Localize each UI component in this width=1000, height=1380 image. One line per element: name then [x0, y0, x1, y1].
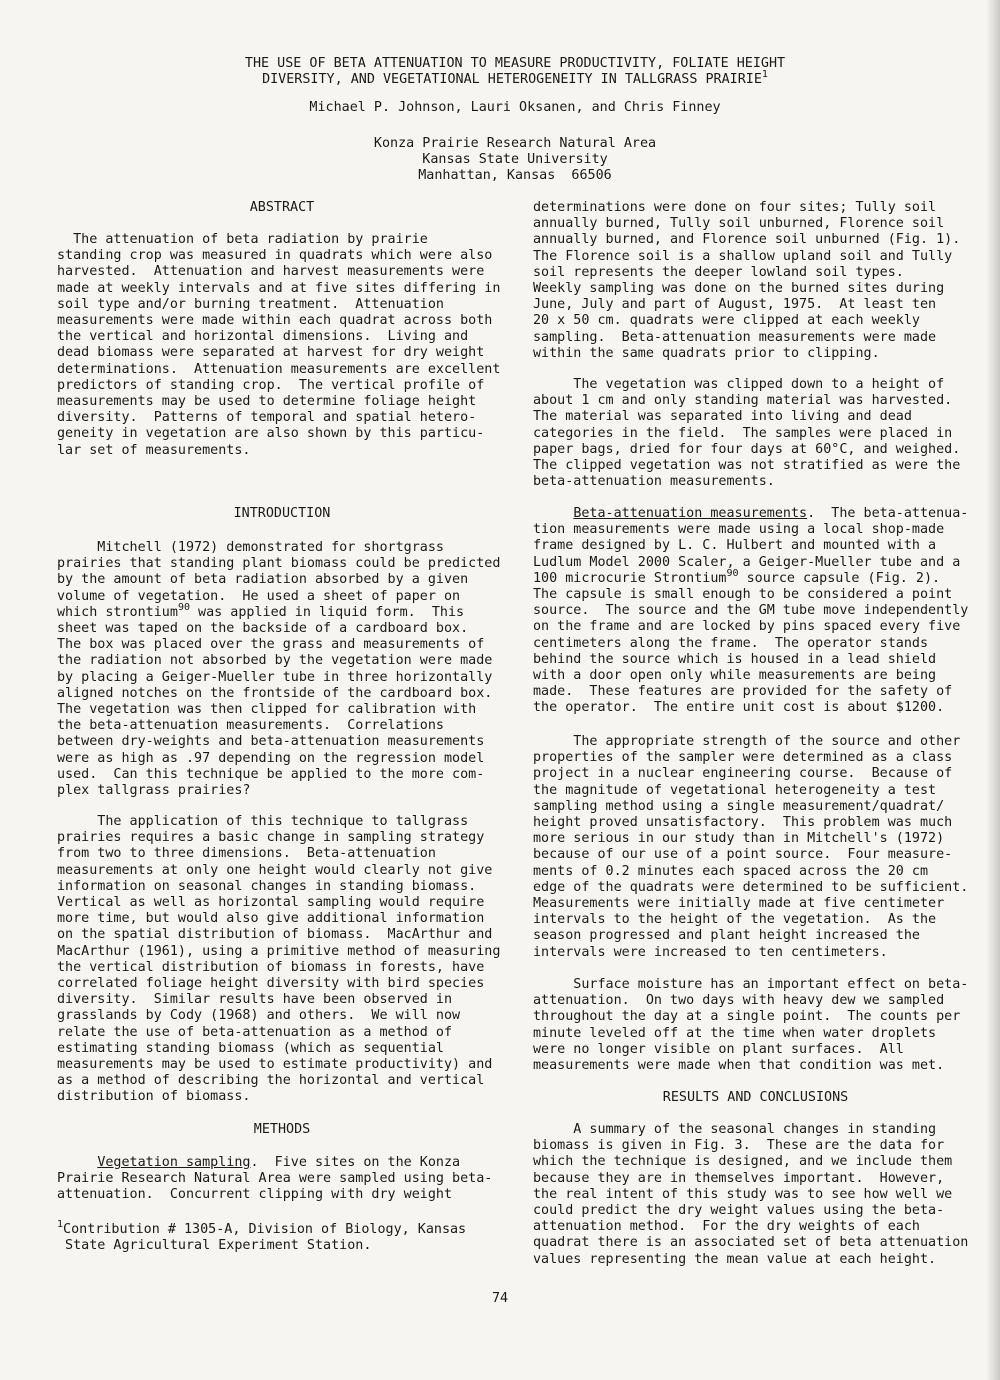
- beta-attenuation-label: Beta-attenuation measurements: [573, 506, 808, 521]
- abstract-heading: ABSTRACT: [249, 200, 315, 215]
- footnote: [57, 1219, 467, 1254]
- title-line-2: DIVERSITY, AND VEGETATIONAL HETEROGENEITY IN TALLGRASS PRAIRIE: [262, 72, 762, 88]
- introduction-heading: INTRODUCTION: [233, 506, 331, 521]
- title-footnote-mark: 1: [761, 69, 768, 81]
- vegetation-sampling-label: Vegetation sampling: [97, 1155, 251, 1170]
- beta-attenuation-paragraph: Beta-attenuation measurements. The beta-attenua- tion measurements were made using a local shop-made frame designed by L. C. Hulbert and mounted with a Ludlum Model 2000 Scaler, a Geiger-Mueller tube and a 100 microcurie Strontium$^{90}$ source capsule (Fig. 2). The capsule is small enough to be considered a point source. The source and the GM tube move independently on the frame and are locked by pins spaced every five centimeters along the frame. The operator stands behind the source which is housed in a lead shield with a door open only while measurements are being made. These features are provided for the safety of the operator. The entire unit cost is about $1200.: [533, 506, 969, 716]
- affiliation: [0, 136, 1000, 185]
- footnote-mark: 1: [57, 1219, 64, 1230]
- vegetation-sampling-paragraph: Vegetation sampling. Five sites on the Konza Prairie Research Natural Area were sampled using beta- attenuation. Concurrent clipping with dry weight: [57, 1155, 493, 1203]
- footnote-text: Contribution # 1305-A, Division of Biology, Kansas State Agricultural Experiment Station.: [63, 1222, 467, 1254]
- affiliation-line-3: Manhattan, Kansas 66506: [418, 168, 612, 184]
- results-heading: RESULTS AND CONCLUSIONS: [662, 1090, 849, 1105]
- methods-heading: METHODS: [253, 1122, 311, 1137]
- affiliation-line-1: Konza Prairie Research Natural Area: [373, 136, 657, 151]
- page-number: 74: [491, 1291, 509, 1306]
- title-line-1: THE USE OF BETA ATTENUATION TO MEASURE PRODUCTIVITY, FOLIATE HEIGHT: [244, 56, 786, 71]
- introduction-paragraph-1: Mitchell (1972) demonstrated for shortgrass prairies that standing plant biomass could be predicted by the amount of beta radiation absorbed by a given volume of vegetation. He used a sheet of paper on which strontium$^{90}$ was applied in liquid form. This sheet was taped on the backside of a cardboard box. The box was placed over the grass and measurements of the radiation not absorbed by the vegetation were made by placing a Geiger-Mueller tube in three horizontally aligned notches on the frontside of the cardboard box. The vegetation was then clipped for calibration with the beta-attenuation measurements. Correlations between dry-weights and beta-attenuation measurements were as high as .97 depending on the regression model used. Can this technique be applied to the more com- plex tallgrass prairies?: [57, 540, 501, 799]
- sampler-properties-paragraph: The appropriate strength of the source and other properties of the sampler were determined as a class project in a nuclear engineering course. Because of the magnitude of vegetational heterogeneity a test sampling method using a single measurement/quadrat/ height proved unsatisfactory. This problem was much more serious in our study than in Mitchell's (1972) because of our use of a point source. Four measure- ments of 0.2 minutes each spaced across the 20 cm edge of the quadrats were determined to be sufficient. Measurements were initially made at five centimeter intervals to the height of the vegetation. As the season progressed and plant height increased the intervals were increased to ten centimeters.: [533, 734, 969, 960]
- results-paragraph-1: A summary of the seasonal changes in standing biomass is given in Fig. 3. These are the data for which the technique is designed, and we include them because they are in themselves important. However, the real intent of this study was to see how well we could predict the dry weight values using the beta- attenuation method. For the dry weights of each quadrat there is an associated set of beta attenuation values representing the mean value at each height.: [533, 1122, 969, 1267]
- author-list: Michael P. Johnson, Lauri Oksanen, and Chris Finney: [309, 100, 721, 115]
- methods-paragraph-clipping: The vegetation was clipped down to a height of about 1 cm and only standing material was harvested. The material was separated into living and dead categories in the field. The samples were placed in paper bags, dried for four days at 60°C, and weighed. The clipped vegetation was not stratified as were the beta-attenuation measurements.: [533, 377, 961, 490]
- methods-paragraph-sites: determinations were done on four sites; Tully soil annually burned, Tully soil unburned, Florence soil annually burned, and Florence soil unburned (Fig. 1). The Florence soil is a shallow upland soil and Tully soil represents the deeper lowland soil types. Weekly sampling was done on the burned sites during June, July and part of August, 1975. At least ten 20 x 50 cm. quadrats were clipped at each weekly sampling. Beta-attenuation measurements were made within the same quadrats prior to clipping.: [533, 200, 961, 361]
- introduction-paragraph-2: The application of this technique to tallgrass prairies requires a basic change in sampling strategy from two to three dimensions. Beta-attenuation measurements at only one height would clearly not give information on seasonal changes in standing biomass. Vertical as well as horizontal sampling would require more time, but would also give additional information on the spatial distribution of biomass. MacArthur and MacArthur (1961), using a primitive method of measuring the vertical distribution of biomass in forests, have correlated foliage height diversity with bird species diversity. Similar results have been observed in grasslands by Cody (1968) and others. We will now relate the use of beta-attenuation as a method of estimating standing biomass (which as sequential measurements may be used to estimate productivity) and as a method of describing the horizontal and vertical distribution of biomass.: [57, 814, 501, 1105]
- surface-moisture-paragraph: Surface moisture has an important effect on beta- attenuation. On two days with heavy dew we sampled throughout the day at a single point. The counts per minute leveled off at the time when water droplets were no longer visible on plant surfaces. All measurements were made when that condition was met.: [533, 977, 969, 1074]
- scan-edge-shadow: [986, 0, 1000, 1380]
- affiliation-line-2: Kansas State University: [422, 152, 608, 168]
- paper-title: [0, 56, 1000, 88]
- abstract-text: The attenuation of beta radiation by prairie standing crop was measured in quadrats which were also harvested. Attenuation and harvest measurements were made at weekly intervals and at five sites differing in soil type and/or burning treatment. Attenuation measurements were made within each quadrat across both the vertical and horizontal dimensions. Living and dead biomass were separated at harvest for dry weight determinations. Attenuation measurements are excellent predictors of standing crop. The vertical profile of measurements may be used to determine foliage height diversity. Patterns of temporal and spatial hetero- geneity in vegetation are also shown by this particu- lar set of measurements.: [57, 232, 501, 458]
